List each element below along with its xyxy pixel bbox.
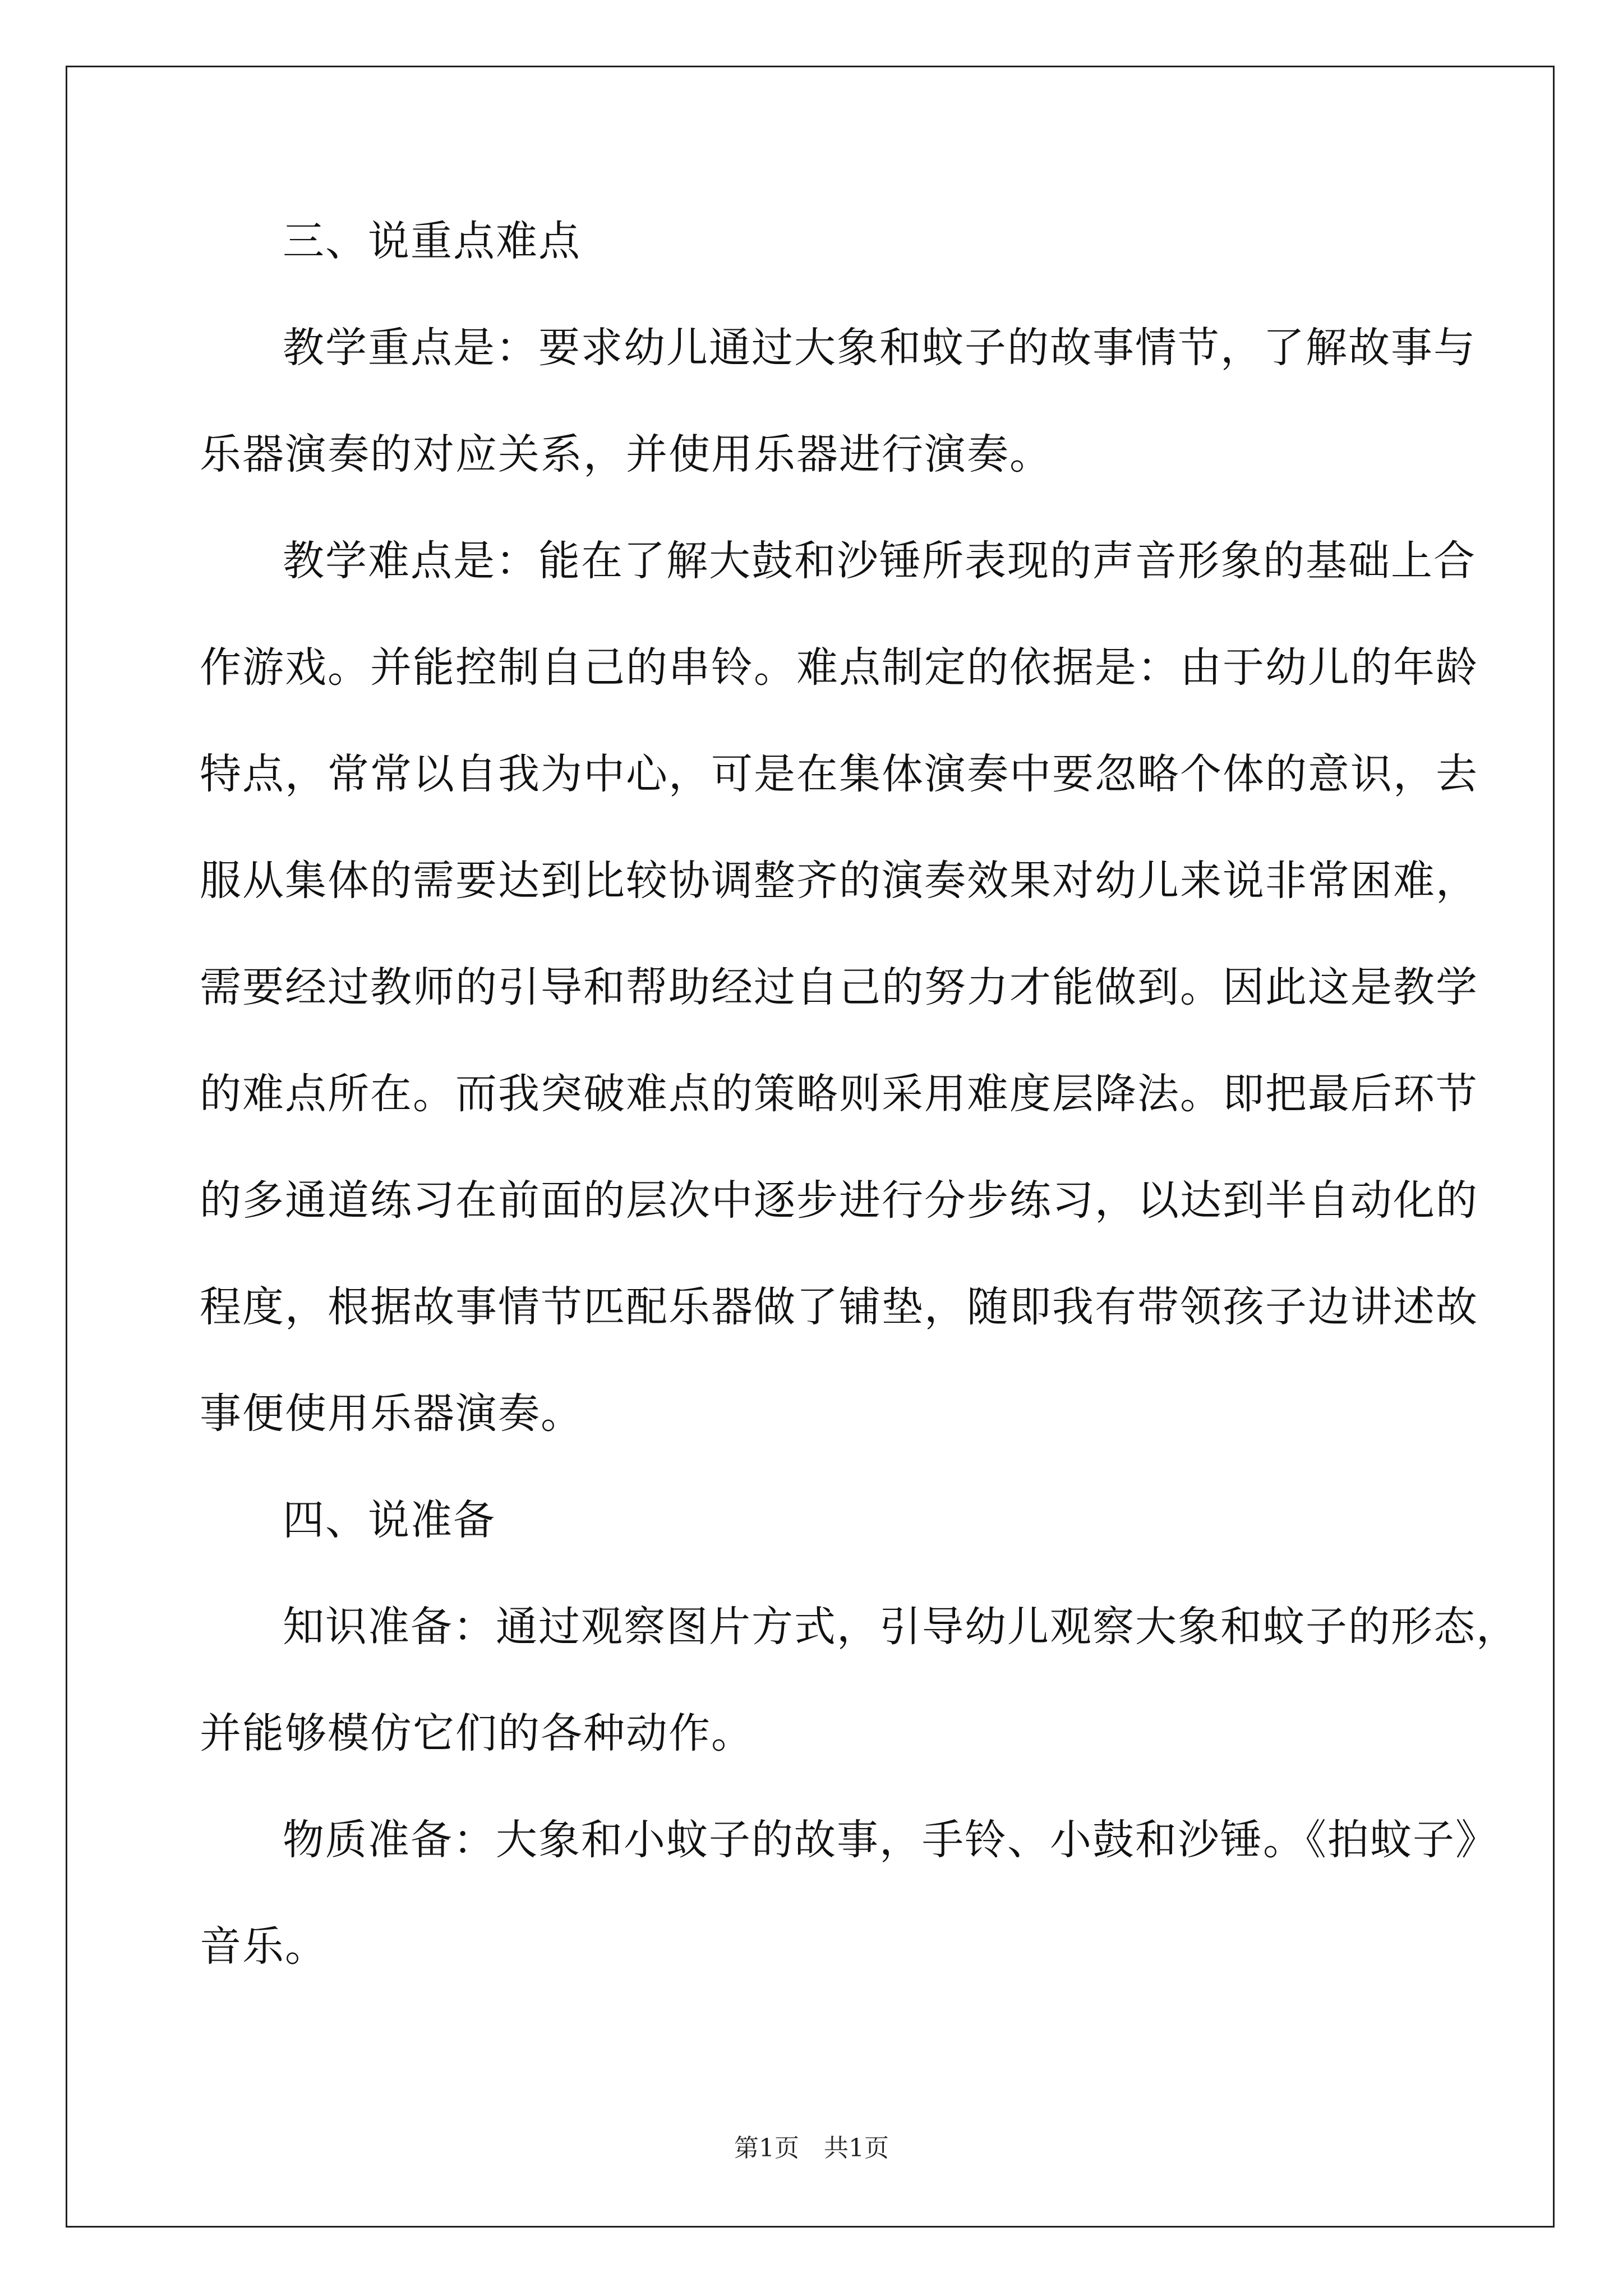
paragraph-line: 教学重点是：要求幼儿通过大象和蚊子的故事情节，了解故事与 bbox=[283, 324, 1476, 372]
paragraph-line: 特点，常常以自我为中心，可是在集体演奏中要忽略个体的意识，去 bbox=[200, 750, 1478, 798]
page-border bbox=[66, 66, 1555, 2228]
paragraph-line: 的多通道练习在前面的层次中逐步进行分步练习，以达到半自动化的 bbox=[200, 1176, 1478, 1225]
page-number-footer: 第1页 共1页 bbox=[734, 2134, 889, 2162]
paragraph-line: 需要经过教师的引导和帮助经过自己的努力才能做到。因此这是教学 bbox=[200, 963, 1478, 1011]
paragraph-line: 程度，根据故事情节匹配乐器做了铺垫，随即我有带领孩子边讲述故 bbox=[200, 1283, 1478, 1331]
section-heading: 四、说准备 bbox=[283, 1496, 496, 1544]
paragraph-line: 教学难点是：能在了解大鼓和沙锤所表现的声音形象的基础上合 bbox=[283, 537, 1476, 585]
paragraph-line: 物质准备：大象和小蚊子的故事，手铃、小鼓和沙锤。《拍蚊子》 bbox=[283, 1816, 1498, 1864]
paragraph-line: 音乐。 bbox=[200, 1922, 328, 1971]
paragraph-line: 事便使用乐器演奏。 bbox=[200, 1389, 583, 1438]
paragraph-line: 的难点所在。而我突破难点的策略则采用难度层降法。即把最后环节 bbox=[200, 1070, 1478, 1118]
paragraph-line: 作游戏。并能控制自己的串铃。难点制定的依据是：由于幼儿的年龄 bbox=[200, 643, 1478, 692]
paragraph-line: 知识准备：通过观察图片方式，引导幼儿观察大象和蚊子的形态， bbox=[283, 1603, 1519, 1651]
paragraph-line: 乐器演奏的对应关系，并使用乐器进行演奏。 bbox=[200, 430, 1052, 478]
section-heading: 三、说重点难点 bbox=[283, 217, 581, 265]
paragraph-line: 服从集体的需要达到比较协调整齐的演奏效果对幼儿来说非常困难， bbox=[200, 857, 1478, 905]
paragraph-line: 并能够模仿它们的各种动作。 bbox=[200, 1709, 754, 1757]
